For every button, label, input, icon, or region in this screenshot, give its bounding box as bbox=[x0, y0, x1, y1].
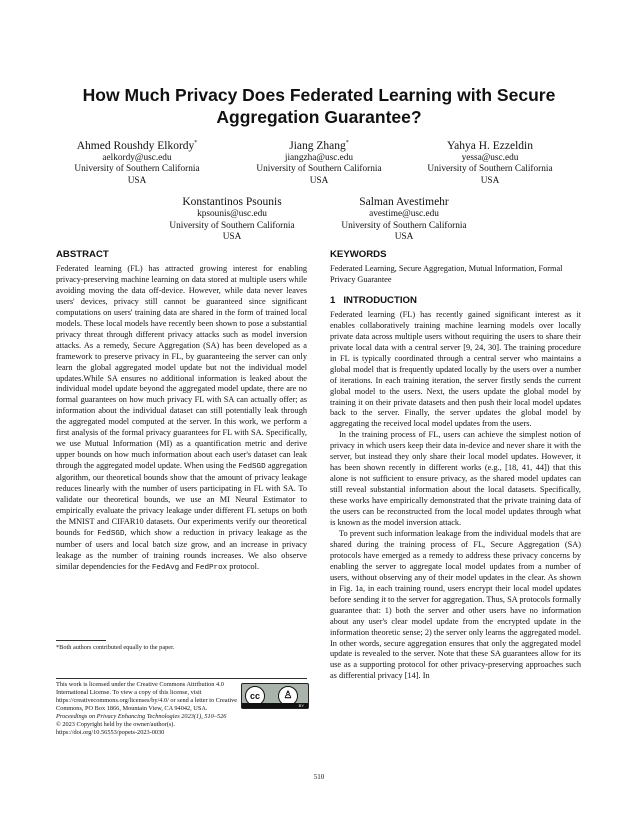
author-block bbox=[234, 136, 404, 188]
author-block bbox=[319, 195, 489, 244]
keywords-text: Federated Learning, Secure Aggregation, Mutual Information, Formal Privacy Guarantee bbox=[330, 264, 563, 284]
publication-info bbox=[56, 705, 307, 737]
author-name: Ahmed Roushdy Elkordy* bbox=[76, 139, 198, 152]
intro-paragraph: To prevent such information leakage from the individual models that are shared during the training process of FL, Secure Aggregation (SA) protocols have emerged as a remedy to address these privacy concerns by enabling the server to aggregate local model updates from a number of users, without observing any of their model updates in the clear. As shown in Fig. 1a, in each training round, users encrypt their local model updates before sending it to the server for aggregation. Thus, SA protocols formally guarantee that: 1) both the server and other users have no information about any user's clear model update from the encrypted update in the information theoretic sense; 2) the server only learns the aggregated model. In other words, secure aggregation ensures that only the aggregated model update is revealed to the server. Note that these SA guarantees allow for its use as a supporting protocol for other privacy-preserving approaches such as differential privacy [14]. In bbox=[330, 528, 581, 681]
author-name: Konstantinos Psounis bbox=[182, 196, 282, 208]
author-email: avestime@usc.edu bbox=[369, 209, 439, 219]
author-affiliation: University of Southern California bbox=[169, 220, 295, 231]
paper-title: How Much Privacy Does Federated Learning with Secure Aggregation Guarantee? bbox=[82, 85, 556, 127]
left-column bbox=[56, 249, 307, 574]
page-number: 510 bbox=[313, 773, 325, 781]
doi-line: https://doi.org/10.56553/popets-2023-0030 bbox=[56, 729, 165, 736]
author-block bbox=[147, 195, 317, 244]
author-email: aelkordy@usc.edu bbox=[102, 152, 172, 163]
author-country: USA bbox=[480, 176, 500, 187]
author-affiliation: University of Southern California bbox=[341, 220, 467, 231]
author-country: USA bbox=[222, 232, 242, 243]
proceedings-line: Proceedings on Privacy Enhancing Technologies 2023(1), 510–526 bbox=[56, 713, 227, 720]
footnote: *Both authors contributed equally to the paper. bbox=[56, 644, 175, 651]
author-affiliation: University of Southern California bbox=[74, 164, 200, 175]
intro-paragraph: In the training process of FL, users can achieve the simplest notion of privacy in which users keep their data in-device and never share it with the server, but instead they only share their local model updates. However, it has been shown recently in different works (e.g., [18, 41, 44]) that this alone is not sufficient to ensure privacy, as the shared model updates can still reveal substantial information about the local datasets. Specifically, these works have empirically demonstrated that the private training data of the users can be reconstructed from the local model updates through what is known as the model inversion attack. bbox=[330, 430, 581, 528]
author-name: Yahya H. Ezzeldin bbox=[446, 139, 534, 152]
right-column bbox=[330, 249, 581, 682]
footnote-divider bbox=[56, 640, 106, 641]
author-email: kpsounis@usc.edu bbox=[197, 209, 267, 219]
copyright-line: © 2023 Copyright held by the owner/author(s). bbox=[56, 721, 175, 728]
author-country: USA bbox=[394, 232, 414, 243]
license-text: This work is licensed under the Creative Commons Attribution 4.0 International License. To view a copy of this license, visit https://creativecommons.org/licenses/by/4.0/ or send a letter to Creative Commons, PO Box 1866, Mountain View, CA 94042, USA. bbox=[56, 681, 238, 712]
author-name: Salman Avestimehr bbox=[359, 196, 449, 208]
abstract-text: Federated learning (FL) has attracted growing interest for enabling privacy-preserving machine learning on data stored at multiple users while avoiding moving the data off-device. However, while data never leaves users' devices, privacy still cannot be guaranteed since significant computations on users' training data are shared in the form of trained local models. These local models have recently been shown to pose a substantial privacy threat through different privacy attacks such as model inversion attacks. As a remedy, Secure Aggregation (SA) has been developed as a framework to preserve privacy in FL, by guaranteeing the server can only learn the global aggregated model update but not the individual model updates.While SA ensures no additional information is leaked about the individual model update beyond the aggregated model update, there are no formal guarantees on how much privacy FL with SA can actually offer; as information about the individual dataset can still potentially leak through the aggregated model computed at the server. In this work, we perform a first analysis of the formal privacy guarantees for FL with SA. Specifically, we use Mutual Information (MI) as a quantification metric and derive upper bounds on how much information about each user's dataset can leak through the aggregated model update. When using the FedSGD aggregation algorithm, our theoretical bounds show that the amount of privacy leakage reduces linearly with the number of users participating in FL with SA. To validate our theoretical bounds, we use an MI Neural Estimator to empirically evaluate the privacy leakage under different FL setups on both the MNIST and CIFAR10 datasets. Our experiments verify our theoretical bounds for FedSGD, which show a reduction in privacy leakage as the number of users and local batch size grow, and an increase in privacy leakage as the number of training rounds increases. We also observe similar dependencies for the FedAvg and FedProx protocol. bbox=[56, 264, 308, 572]
keywords-heading: KEYWORDS bbox=[330, 249, 387, 260]
author-affiliation: University of Southern California bbox=[427, 164, 553, 175]
author-country: USA bbox=[309, 176, 329, 187]
author-email: jiangzha@usc.edu bbox=[284, 152, 354, 163]
abstract-heading: ABSTRACT bbox=[56, 249, 109, 260]
author-email: yessa@usc.edu bbox=[461, 152, 519, 163]
author-block bbox=[405, 136, 575, 188]
author-affiliation: University of Southern California bbox=[256, 164, 382, 175]
author-country: USA bbox=[127, 176, 147, 187]
attribution-person-icon: ♙ bbox=[278, 686, 298, 706]
section-heading: 1 INTRODUCTION bbox=[330, 294, 417, 306]
badge-by-label: BY bbox=[242, 703, 308, 708]
intro-paragraph: Federated learning (FL) has recently gained significant interest as it enables collaboratively training machine learning models over locally private data across multiple users without requiring the users to share their private local data with a central server [9, 24, 30]. The training procedure in FL is typically coordinated through a central server who maintains a global model that is frequently updated locally by the users over a number of iterations. In each training iteration, the server firstly sends the current global model to the users. Next, the users update the global model by training it on their private datasets and then push their local model updates back to the server. Finally, the server updates the global model by aggregating the received local model updates from the users. bbox=[330, 309, 581, 429]
cc-icon: cc bbox=[245, 686, 265, 706]
author-name: Jiang Zhang* bbox=[289, 139, 349, 152]
author-block bbox=[52, 136, 222, 188]
